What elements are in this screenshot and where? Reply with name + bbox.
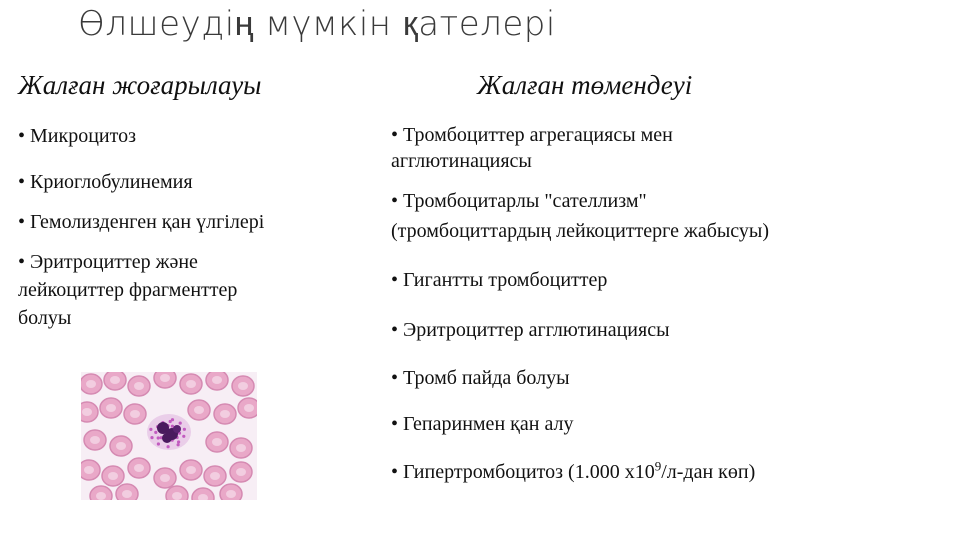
- red-blood-cell-center: [160, 374, 170, 382]
- red-blood-cell-center: [186, 466, 196, 474]
- granule: [157, 442, 160, 445]
- red-blood-cell-center: [244, 404, 254, 412]
- red-blood-cell-center: [122, 490, 132, 498]
- red-blood-cell-center: [106, 404, 116, 412]
- left-list: [18, 122, 268, 332]
- leukocyte: [147, 414, 191, 450]
- list-item: • Микроцитоз: [18, 125, 136, 147]
- red-blood-cell-center: [90, 436, 100, 444]
- red-blood-cell-center: [116, 442, 126, 450]
- blood-smear-image: [81, 372, 257, 500]
- list-item: • Гепаринмен қан алу: [391, 413, 574, 435]
- granule: [154, 431, 157, 434]
- slide-title: Өлшеудің мүмкін қателері: [78, 4, 556, 44]
- red-blood-cell-center: [84, 466, 94, 474]
- red-blood-cell-center: [212, 438, 222, 446]
- red-blood-cell-center: [210, 472, 220, 480]
- granule: [183, 428, 186, 431]
- red-blood-cell-center: [212, 376, 222, 384]
- red-blood-cell-center: [172, 492, 182, 500]
- red-blood-cell-center: [226, 490, 236, 498]
- red-blood-cell-center: [86, 380, 96, 388]
- right-heading: Жалған төмендеуі: [477, 70, 693, 100]
- list-item-hyperthrombocytosis: [391, 458, 791, 486]
- right-list: [391, 122, 791, 500]
- red-blood-cell-center: [236, 468, 246, 476]
- granule: [149, 428, 152, 431]
- item-text-before: • Гипертромбоцитоз (1.000 х10: [391, 461, 655, 483]
- superscript: 9: [654, 458, 662, 474]
- item-text-after: /л-дан көп): [661, 461, 756, 483]
- granule: [177, 440, 180, 443]
- list-item: • Эритроциттер және лейкоциттер фрагменттер болуы: [18, 251, 238, 329]
- red-blood-cell-center: [108, 472, 118, 480]
- red-blood-cell-center: [238, 382, 248, 390]
- red-blood-cell-center: [186, 380, 196, 388]
- red-blood-cell-center: [236, 444, 246, 452]
- red-blood-cell-center: [220, 410, 230, 418]
- left-heading: Жалған жоғарылауы: [18, 70, 262, 100]
- list-item: • Тромб пайда болуы: [391, 367, 570, 389]
- red-blood-cell-center: [134, 382, 144, 390]
- red-blood-cell-center: [96, 492, 106, 500]
- red-blood-cell-center: [110, 376, 120, 384]
- list-item: • Гемолизденген қан үлгілері: [18, 211, 265, 233]
- red-blood-cell-center: [130, 410, 140, 418]
- red-blood-cell-center: [134, 464, 144, 472]
- red-blood-cell-center: [160, 474, 170, 482]
- red-blood-cell-center: [82, 408, 92, 416]
- list-item: • Тромбоцитарлы "сателлизм" (тромбоциттардың лейкоциттерге жабысуы): [391, 190, 770, 242]
- granule: [150, 436, 153, 439]
- list-item: • Тромбоциттер агрегациясы мен агглютинациясы: [391, 124, 673, 172]
- list-item: • Гигантты тромбоциттер: [391, 269, 608, 291]
- granule: [177, 443, 180, 446]
- granule: [167, 445, 170, 448]
- granule: [157, 436, 160, 439]
- granule: [171, 418, 174, 421]
- granule: [182, 435, 185, 438]
- list-item: • Эритроциттер агглютинациясы: [391, 319, 670, 341]
- list-item: • Криоглобулинемия: [18, 171, 193, 193]
- granule: [179, 422, 182, 425]
- red-blood-cell-center: [194, 406, 204, 414]
